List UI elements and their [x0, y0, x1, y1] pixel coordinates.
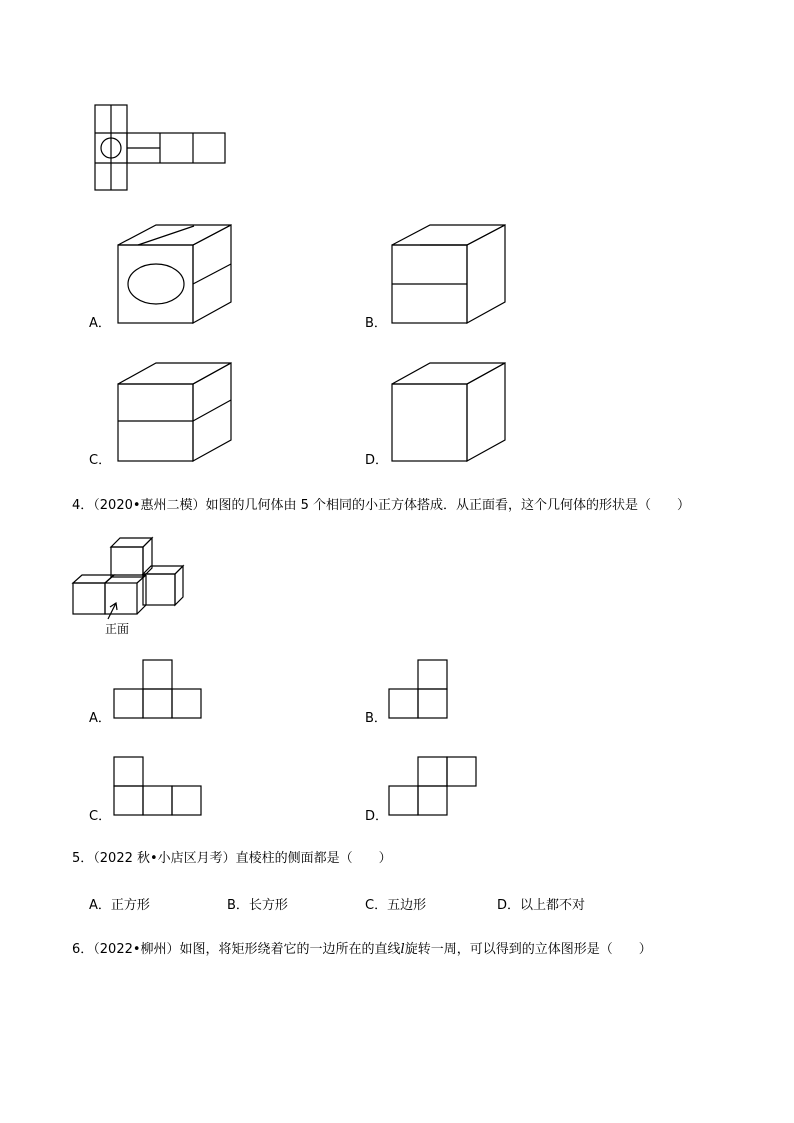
q6-text-after: 旋转一周，可以得到的立体图形是（ ） [404, 942, 652, 957]
question-6-text [72, 941, 652, 959]
q4-option-b-letter: B． [365, 711, 387, 726]
q5-option-b-letter: B． [227, 898, 249, 913]
option-b-letter: B． [365, 316, 387, 331]
q5-option-c-text: 五边形 [387, 898, 427, 913]
q5-option-b [227, 897, 288, 915]
q4-option-d-letter: D． [365, 809, 389, 824]
q5-option-a [89, 897, 150, 915]
q5-option-a-letter: A． [89, 898, 111, 913]
q5-option-c [365, 897, 426, 915]
option-c-letter: C． [89, 453, 112, 468]
option-a-letter: A． [89, 316, 111, 331]
question-5-text: 5．（2022 秋•小店区月考）直棱柱的侧面都是（ ） [72, 851, 392, 866]
q4-option-a-letter: A． [89, 711, 111, 726]
question-4-text: 4．（2020•惠州二模）如图的几何体由 5 个相同的小正方体搭成．从正面看，这个几何体的形状是（ ） [72, 498, 691, 513]
q5-option-a-text: 正方形 [110, 898, 150, 913]
front-view-label: 正面 [105, 622, 130, 636]
q6-line-l: l [400, 942, 405, 957]
q5-option-d [497, 897, 585, 915]
option-d-letter: D． [365, 453, 389, 468]
q5-option-b-text: 长方形 [248, 898, 288, 913]
q5-option-d-text: 以上都不对 [520, 898, 586, 913]
q5-option-c-letter: C． [365, 898, 388, 913]
q6-text-before: 6．（2022•柳州）如图，将矩形绕着它的一边所在的直线 [72, 942, 401, 957]
q5-option-d-letter: D． [497, 898, 521, 913]
q4-option-c-letter: C． [89, 809, 112, 824]
